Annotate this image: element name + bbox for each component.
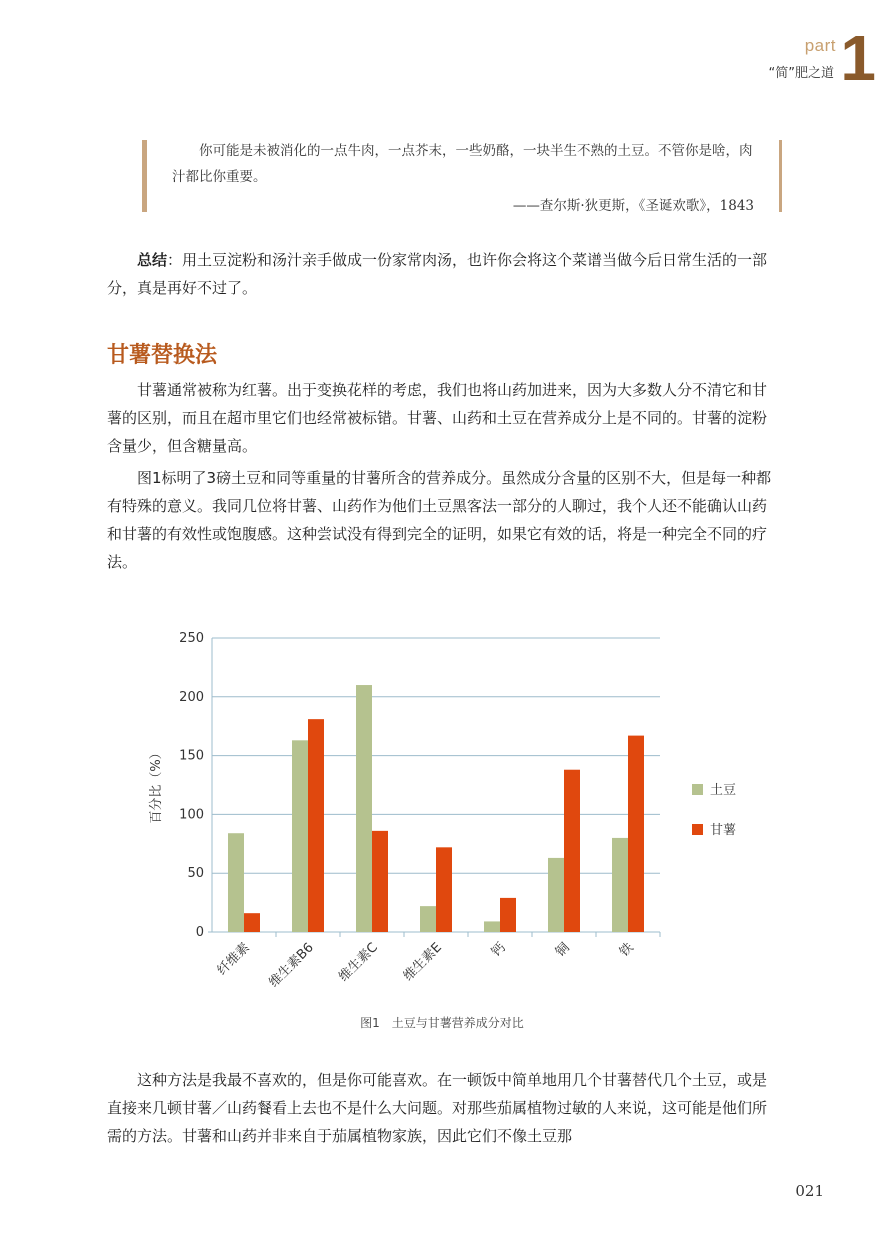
x-tick-label: 维生素C — [336, 940, 381, 985]
bar-potato — [228, 833, 244, 932]
chapter-title: “简”肥之道 — [768, 66, 834, 81]
bar-potato — [484, 921, 500, 932]
quote-left-rule — [142, 140, 147, 212]
paragraph-1: 甘薯通常被称为红薯。出于变换花样的考虑，我们也将山药加进来，因为大多数人分不清它和甘薯的区别，而且在超市里它们也经常被标错。甘薯、山药和土豆在营养成分上是不同的。甘薯的淀粉含量少，但含糖量高。 — [107, 381, 768, 455]
bar-sweet-potato — [628, 736, 644, 932]
bar-sweet-potato — [500, 898, 516, 932]
bar-potato — [356, 685, 372, 932]
legend-swatch — [692, 824, 703, 835]
legend-swatch — [692, 784, 703, 795]
bar-sweet-potato — [244, 913, 260, 932]
x-tick-label: 维生素B6 — [266, 940, 317, 991]
bar-sweet-potato — [308, 719, 324, 932]
page-number: 021 — [795, 1182, 824, 1200]
bar-potato — [292, 740, 308, 932]
legend-label: 甘薯 — [710, 823, 737, 838]
y-axis-label: 百分比（%） — [149, 746, 164, 824]
epigraph-quote — [142, 136, 782, 214]
section-title: 甘薯替换法 — [107, 343, 218, 368]
quote-right-rule — [779, 140, 782, 212]
x-tick-label: 维生素E — [400, 940, 445, 985]
paragraph-2: 图1标明了3磅土豆和同等重量的甘薯所含的营养成分。虽然成分含量的区别不大，但是每一种都有特殊的意义。我同几位将甘薯、山药作为他们土豆黑客法一部分的人聊过，我个人还不能确认山药和甘薯的有效性或饱腹感。这种尝试没有得到完全的证明，如果它有效的话，将是一种完全不同的疗法。 — [107, 469, 772, 571]
y-tick-label: 150 — [179, 748, 204, 764]
nutrition-chart — [130, 622, 770, 1012]
bar-potato — [612, 838, 628, 932]
paragraph-3: 这种方法是我最不喜欢的，但是你可能喜欢。在一顿饭中简单地用几个甘薯替代几个土豆，或是直接来几顿甘薯／山药餐看上去也不是什么大问题。对那些茄属植物过敏的人来说，这可能是他们所需的方法。甘薯和山药并非来自于茄属植物家族，因此它们不像土豆那 — [107, 1071, 768, 1145]
legend-label: 土豆 — [710, 783, 737, 798]
y-tick-label: 50 — [187, 866, 204, 882]
y-tick-label: 100 — [179, 807, 204, 823]
quote-text: 你可能是未被消化的一点牛肉，一点芥末，一些奶酪，一块半生不熟的土豆。不管你是啥，肉汁都比你重要。 — [172, 143, 753, 185]
bar-potato — [548, 858, 564, 932]
part-number: 1 — [840, 22, 876, 94]
y-tick-label: 0 — [195, 925, 204, 940]
summary-text: ：用土豆淀粉和汤汁亲手做成一份家常肉汤，也许你会将这个菜谱当做今后日常生活的一部分，真是再好不过了。 — [107, 251, 768, 297]
y-tick-label: 200 — [179, 689, 204, 705]
bar-sweet-potato — [564, 770, 580, 932]
x-tick-label: 铜 — [553, 940, 573, 961]
quote-source: ——查尔斯·狄更斯，《圣诞欢歌》，1843 — [512, 198, 754, 214]
bar-sweet-potato — [436, 847, 452, 932]
x-tick-label: 纤维素 — [214, 940, 253, 979]
bar-sweet-potato — [372, 831, 388, 932]
x-tick-label: 钙 — [489, 940, 509, 961]
bar-potato — [420, 906, 436, 932]
summary-label: 总结 — [137, 251, 168, 269]
summary-paragraph — [107, 246, 779, 302]
chart-svg — [130, 622, 770, 1012]
figure-caption: 图1 土豆与甘薯营养成分对比 — [360, 1016, 524, 1030]
part-label: part — [804, 36, 836, 55]
x-tick-label: 铁 — [617, 940, 637, 961]
y-tick-label: 250 — [179, 631, 204, 646]
